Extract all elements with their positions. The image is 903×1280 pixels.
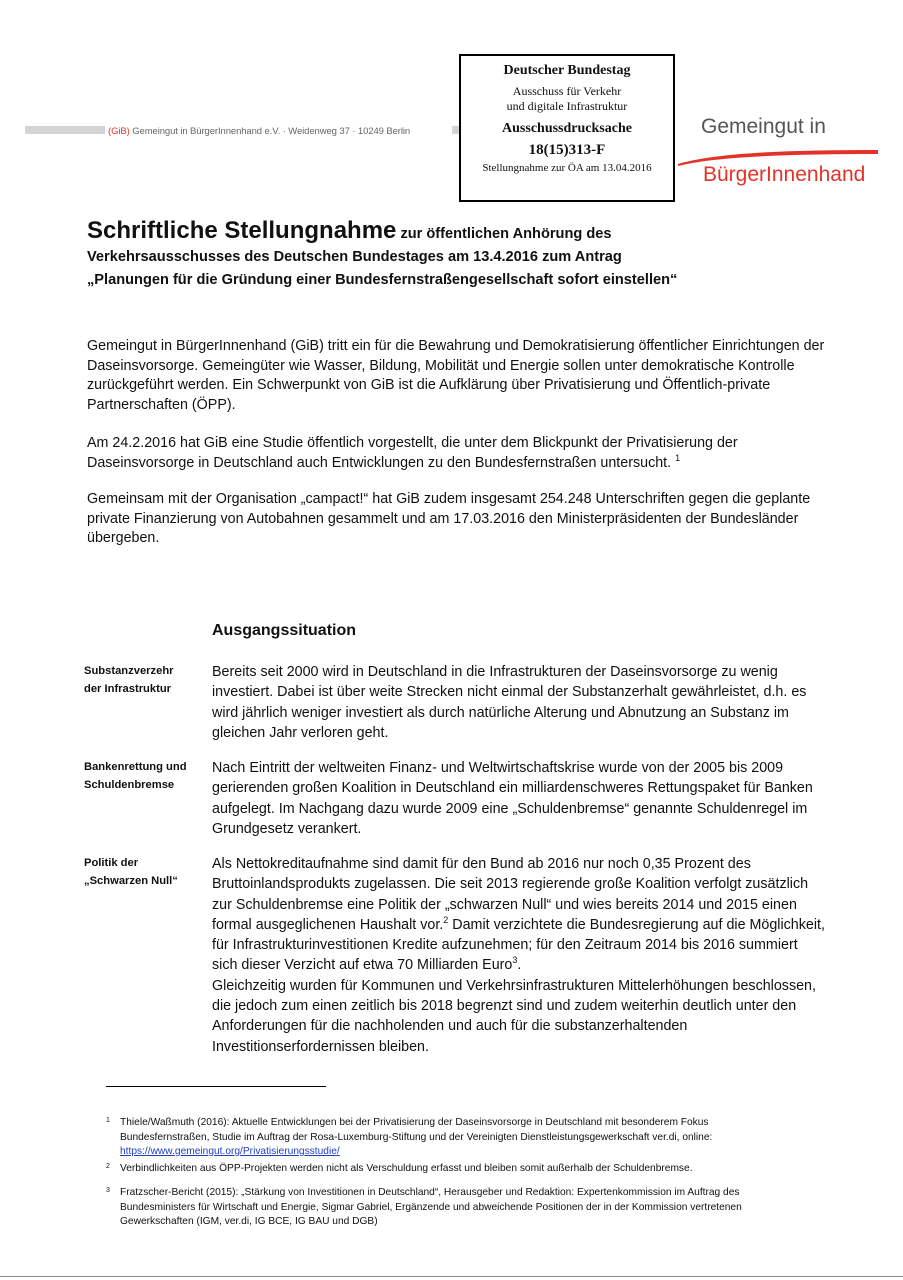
logo-text-line1: Gemeingut in <box>701 115 826 138</box>
footnote-ref: 3 <box>512 955 518 966</box>
stamp-doc-number: 18(15)313-F <box>528 142 606 158</box>
title-rest: zur öffentlichen Anhörung des <box>396 226 612 242</box>
section-paragraph-3: Als Nettokreditaufnahme sind damit für den Bund ab 2016 nur noch 0,35 Prozent des Bruttoinlandsprodukts zugelassen. Die seit 2013 regierende große Koalition verfolgt zusätzlich zur Schuldenbremse eine Politik der „schwarzen Null“ und wies bereits 2014 und 2015 einen formal ausgeglichenen Haushalt vor.$^2$ Damit verzichtete die Bundesregierung auf die Möglichkeit, für Infrastrukturinvestitionen Kredite aufzunehmen; für den Zeitraum 2014 bis 2016 summiert sich dieser Verzicht auf etwa 70 Milliarden Euro$^3$. Gleichzeitig wurden für Kommunen und Verkehrsinfrastrukturen Mittelerhöhungen beschlossen, die jedoch zum einen zeitlich bis 2018 begrenzt sind und zudem weiterhin deutlich unter den Anforderungen für die nachholenden und auch für die substanzerhaltenden Investitionserfordernissen bleiben. <box>212 856 825 1055</box>
margin-label-3: Politik der „Schwarzen Null“ <box>84 857 178 887</box>
section-paragraph-2: Nach Eintritt der weltweiten Finanz- und Weltwirtschaftskrise wurde von der 2005 bis 2009 gerierenden großen Koalition in Deutschland ein milliardenschweres Rettungspaket für Banken aufgelegt. Im Nachgang dazu wurde 2009 eine „Schuldenbremse“ genannte Schuldenregel im Grundgesetz verankert. <box>212 760 813 837</box>
title-main: Schriftliche Stellungnahme <box>87 217 397 244</box>
section-paragraph-1: Bereits seit 2000 wird in Deutschland in die Infrastrukturen der Daseinsvorsorge zu wenig investiert. Dabei ist über weite Strecken nicht einmal der Substanzerhalt gewährleistet, d.h. es wird jährlich weniger investiert als durch natürliche Alterung und Abnutzung an Substanz im gleichen Jahr verloren geht. <box>212 664 807 741</box>
stamp-line6: Stellungnahme zur ÖA am 13.04.2016 <box>482 161 652 174</box>
section-heading: Ausgangssituation <box>212 622 357 639</box>
footnote-3: 3 Fratzscher-Bericht (2015): „Stärkung von Investitionen in Deutschland“, Herausgeber und Redaktion: Expertenkommission im Auftrag des Bundesministers für Wirtschaft und Energie, Sigmar Gabriel, Ergänzende und abweichende Positionen der in der Kommission vertretenen Gewerkschaften (IGM, ver.di, IG BCE, IG BAU und DGB) <box>106 1187 742 1227</box>
header-rule-left <box>25 126 105 134</box>
footnote-divider <box>106 1086 326 1087</box>
sender-address: (GiB) Gemeingut in BürgerInnenhand e.V. · Weidenweg 37 · 10249 Berlin <box>108 126 411 137</box>
footnote-link[interactable]: https://www.gemeingut.org/Privatisierungsstudie/ <box>120 1146 340 1157</box>
margin-label-1: Substanzverzehr der Infrastruktur <box>84 665 174 695</box>
intro-paragraph-2: Am 24.2.2016 hat GiB eine Studie öffentlich vorgestellt, die unter dem Blickpunkt der Privatisierung der Daseinsvorsorge in Deutschland auch Entwicklungen zu den Bundesfernstraßen untersucht. $^1$ <box>87 435 738 471</box>
footnote-1: 1 Thiele/Waßmuth (2016): Aktuelle Entwicklungen bei der Privatisierung der Daseinsvorsorge in Deutschland mit besonderem Fokus Bundesfernstraßen, Studie im Auftrag der Rosa-Luxemburg-Stiftung und der Vereinigten Dienstleistungsgewerkschaft ver.di, online: https://www.gemeingut.org/Privatisierungsstudie/ <box>106 1117 713 1157</box>
stamp-line1: Deutscher Bundestag <box>503 63 631 78</box>
page-bottom-edge <box>0 1276 903 1277</box>
intro-paragraph-1: Gemeingut in BürgerInnenhand (GiB) tritt ein für die Bewahrung und Demokratisierung öffentlicher Einrichtungen der Daseinsvorsorge. Gemeingüter wie Wasser, Bildung, Mobilität und Energie sollen unter demokratische Kontrolle zurückgeführt werden. Ein Schwerpunkt von GiB ist die Aufklärung über Privatisierung und Öffentlich-private Partnerschaften (ÖPP). <box>87 338 825 413</box>
committee-stamp <box>459 54 675 202</box>
margin-label-2: Bankenrettung und Schuldenbremse <box>84 761 187 791</box>
logo-text-line2: BürgerInnenhand <box>703 163 866 186</box>
stamp-line4: Ausschussdrucksache <box>502 120 632 136</box>
document-title <box>87 219 827 292</box>
title-line2: Verkehrsausschusses des Deutschen Bundestages am 13.4.2016 zum Antrag <box>87 249 622 265</box>
footnote-ref: 2 <box>443 915 449 926</box>
footnote-2: 2 Verbindlichkeiten aus ÖPP-Projekten werden nicht als Verschuldung erfasst und bleiben somit außerhalb der Schuldenbremse. <box>106 1163 693 1174</box>
stamp-line2: Ausschuss für Verkehr <box>512 83 622 98</box>
stamp-line3: und digitale Infrastruktur <box>506 98 628 113</box>
footnote-ref: 1 <box>675 452 681 463</box>
intro-paragraph-3: Gemeinsam mit der Organisation „campact!“ hat GiB zudem insgesamt 254.248 Unterschriften gegen die geplante private Finanzierung von Autobahnen gesammelt und am 17.03.2016 den Ministerpräsidenten der Bundesländer übergeben. <box>87 491 811 546</box>
title-line3: „Planungen für die Gründung einer Bundesfernstraßengesellschaft sofort einstellen“ <box>87 272 678 288</box>
